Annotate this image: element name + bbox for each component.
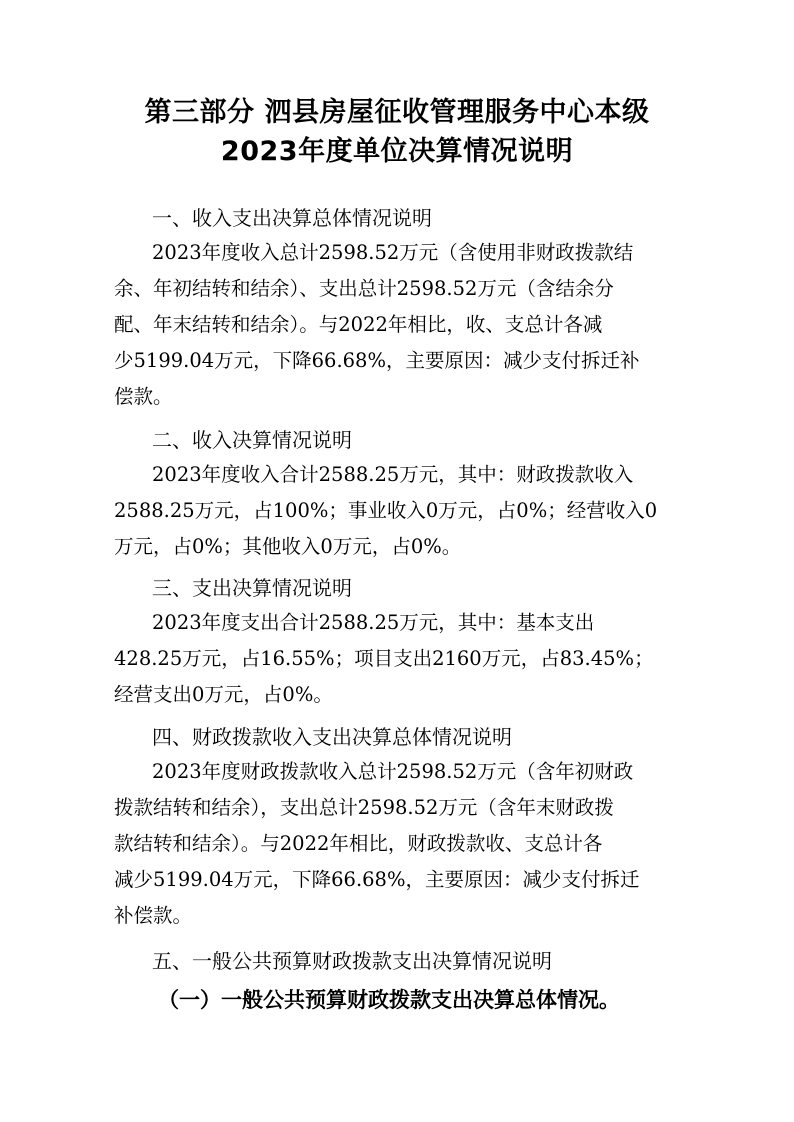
section-2-paragraph <box>114 457 684 565</box>
paragraph-line: 2023年度收入总计2598.52万元（含使用非财政拨款结 <box>152 241 634 264</box>
paragraph-line: 428.25万元，占16.55%；项目支出2160万元，占83.45%； <box>114 647 654 670</box>
section-1-paragraph <box>114 235 684 415</box>
paragraph-line: 2023年度财政拨款收入总计2598.52万元（含年初财政 <box>152 760 634 783</box>
section-3-paragraph <box>114 605 684 713</box>
paragraph-line: 补偿款。 <box>114 904 193 927</box>
section-5-heading: 五、一般公共预算财政拨款支出决算情况说明 <box>152 949 552 973</box>
document-title-line-1: 第三部分 泗县房屋征收管理服务中心本级 <box>144 97 650 128</box>
paragraph-line: 少5199.04万元，下降66.68%，主要原因：减少支付拆迁补 <box>114 349 640 372</box>
paragraph-line: 万元，占0%；其他收入0万元，占0%。 <box>114 535 462 558</box>
paragraph-line: 拨款结转和结余），支出总计2598.52万元（含年末财政拨 <box>114 796 614 819</box>
document-title-line-2: 2023年度单位决算情况说明 <box>220 136 574 167</box>
paragraph-line: 2023年度收入合计2588.25万元，其中：财政拨款收入 <box>152 463 634 486</box>
section-2-heading: 二、收入决算情况说明 <box>152 428 352 452</box>
section-4-heading: 四、财政拨款收入支出决算总体情况说明 <box>152 725 512 749</box>
subsection-heading: （一）一般公共预算财政拨款支出决算总体情况。 <box>158 987 620 1012</box>
section-1-heading: 一、收入支出决算总体情况说明 <box>152 206 432 230</box>
paragraph-line: 款结转和结余）。与2022年相比，财政拨款收、支总计各 <box>114 832 603 855</box>
paragraph-line: 偿款。 <box>114 385 173 408</box>
paragraph-line: 2588.25万元，占100%；事业收入0万元，占0%；经营收入0 <box>114 499 658 522</box>
paragraph-line: 余、年初结转和结余）、支出总计2598.52万元（含结余分 <box>114 277 614 300</box>
section-4-paragraph <box>114 754 684 934</box>
paragraph-line: 减少5199.04万元，下降66.68%，主要原因：减少支付拆迁 <box>114 868 640 891</box>
paragraph-line: 经营支出0万元，占0%。 <box>114 683 333 706</box>
paragraph-line: 配、年末结转和结余）。与2022年相比，收、支总计各减 <box>114 313 603 336</box>
section-3-heading: 三、支出决算情况说明 <box>152 576 352 600</box>
paragraph-line: 2023年度支出合计2588.25万元，其中：基本支出 <box>152 611 595 634</box>
